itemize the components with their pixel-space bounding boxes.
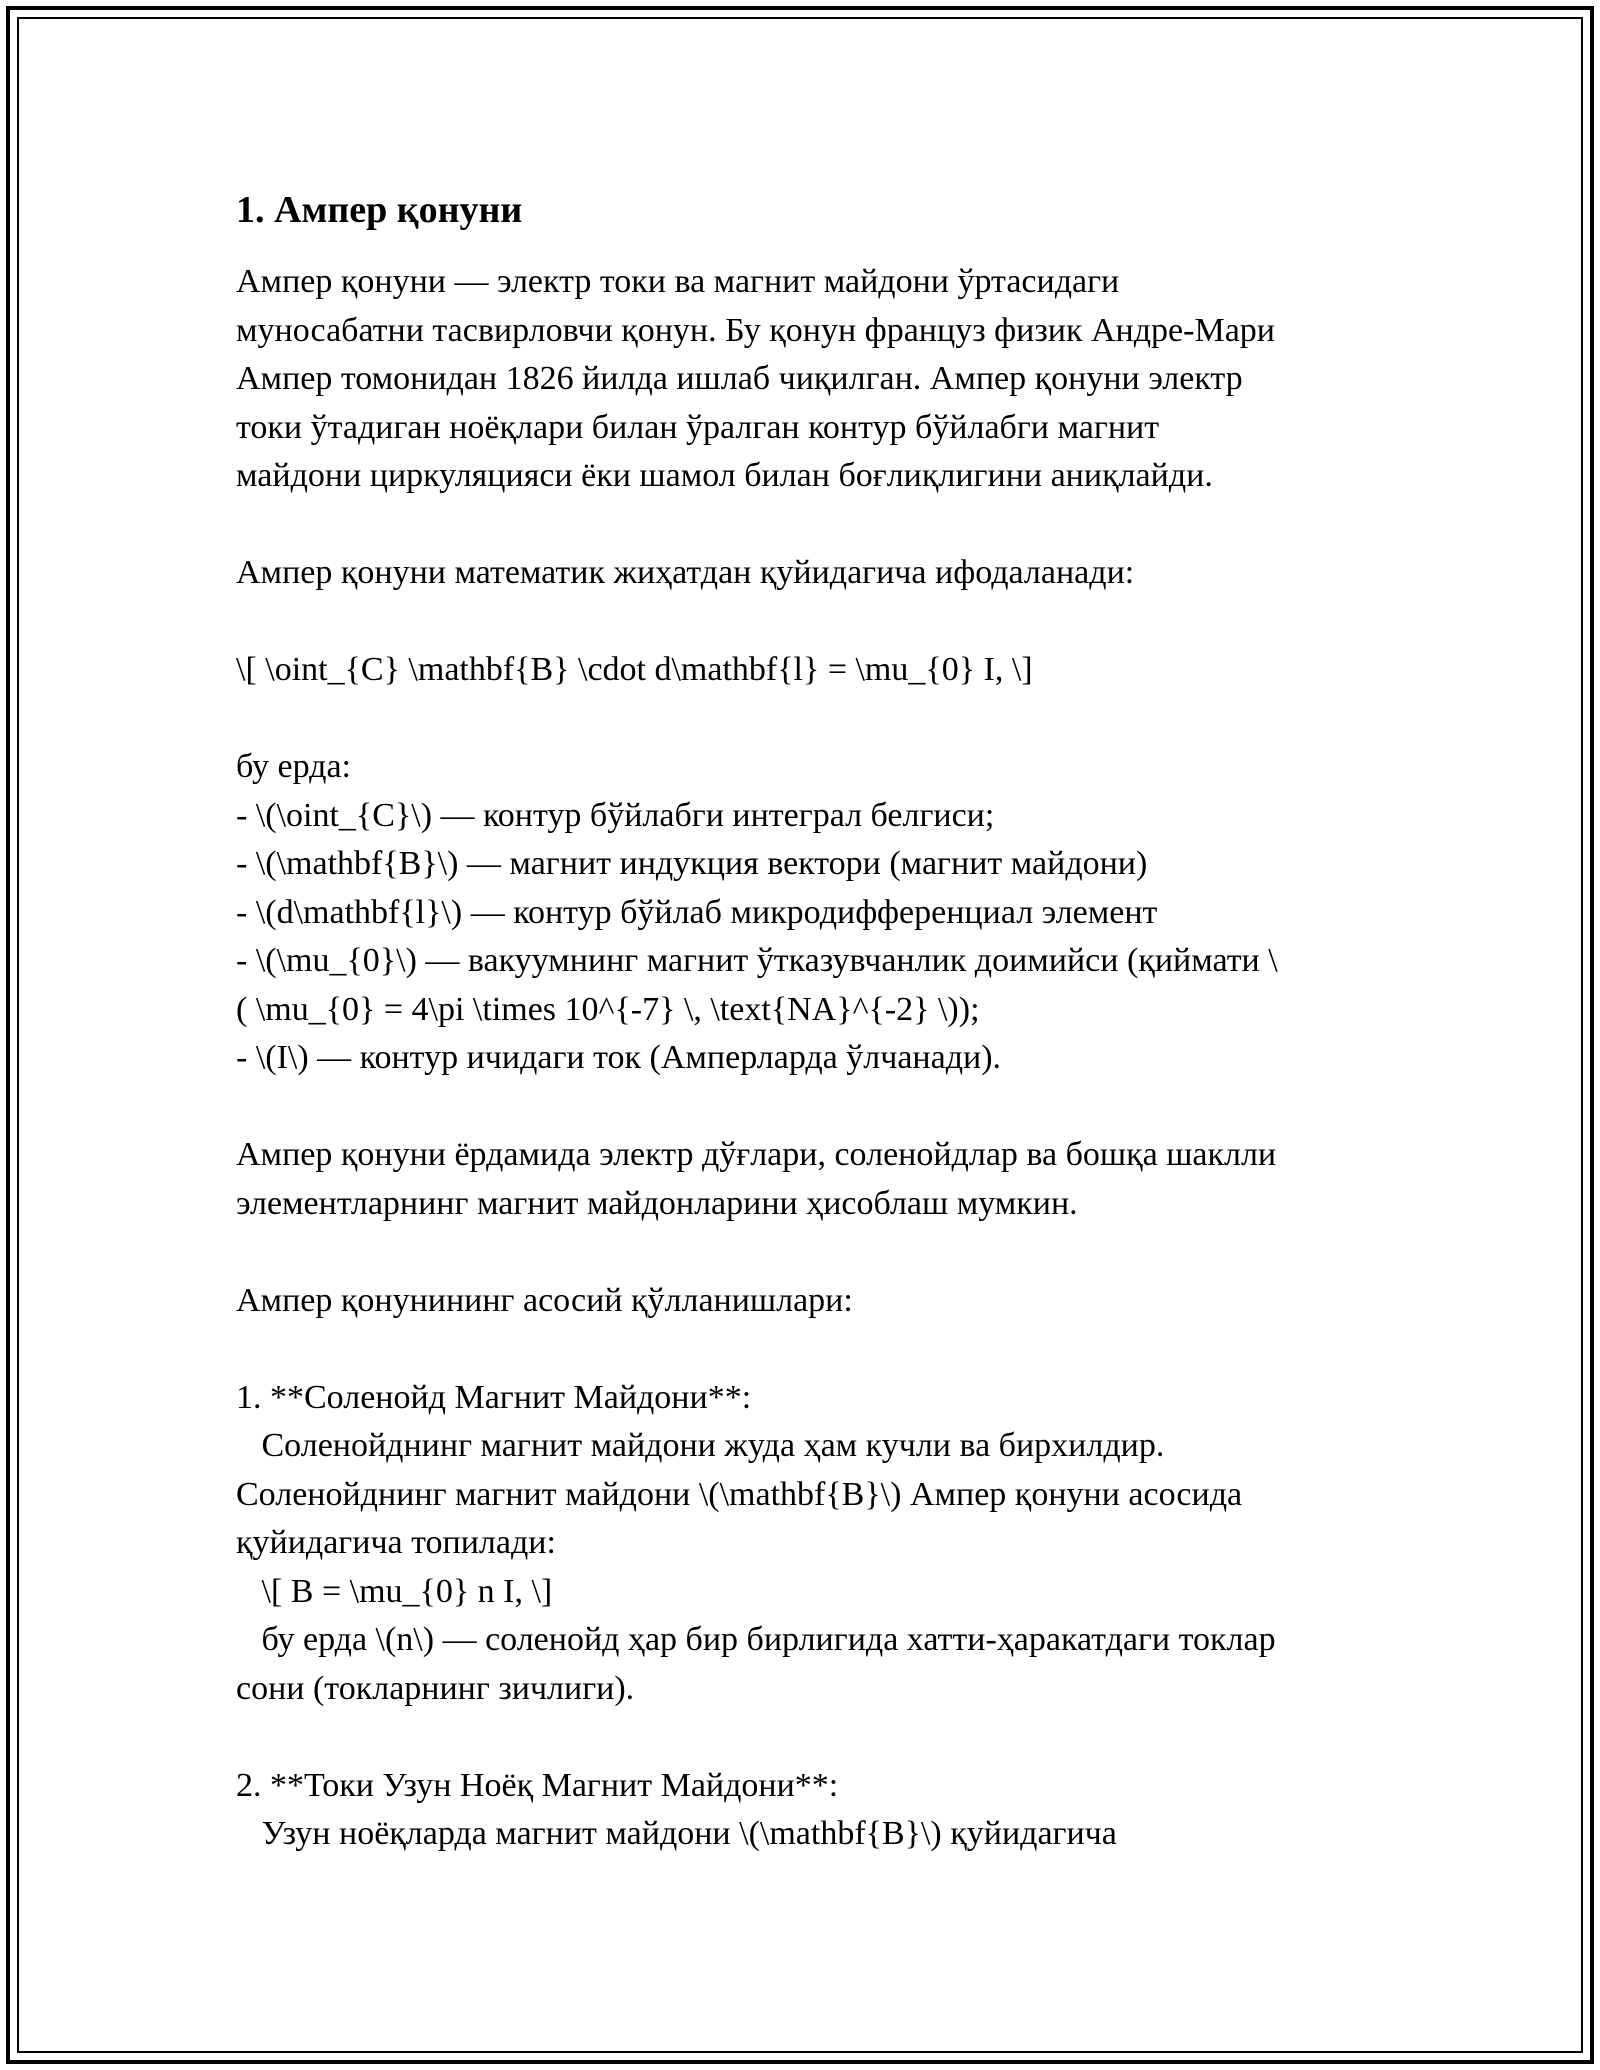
text-line: Узун ноёқларда магнит майдони \(\mathbf{B}\) қуйидагича [236,1815,1117,1852]
spacer [236,1325,1386,1374]
definition-item: - \(\oint_{C}\) — контур бўйлабги интеграл белгиси; [236,796,995,834]
text-line: қуйидагича топилади: [236,1524,556,1561]
text-line: \[ B = \mu_{0} n I, \] [236,1572,553,1610]
text-line: 1. **Соленойд Магнит Майдони**: [236,1378,752,1416]
spacer [236,598,1386,647]
definitions-list [236,792,1386,1083]
text-line: Ампер қонуни — электр токи ва магнит майдони ўртасидаги [236,263,1120,300]
text-line: Ампер томонидан 1826 йилда ишлаб чиқилган. Ампер қонуни электр [236,360,1243,397]
text-line: 2. **Токи Узун Ноёқ Магнит Майдони**: [236,1766,839,1804]
spacer [236,1083,1386,1132]
applications-title: Ампер қонунининг асосий қўлланишлари: [236,1281,853,1319]
document-body [236,186,1386,1859]
text-line: Соленойднинг магнит майдони жуда ҳам кучли ва бирхилдир. [236,1427,1165,1464]
intro-paragraph [236,258,1386,501]
text-line: муносабатни тасвирловчи қонун. Бу қонун француз физик Андре-Мари [236,311,1275,349]
spacer [236,695,1386,744]
usage-paragraph [236,1131,1386,1228]
application-item-2 [236,1762,1386,1859]
spacer [236,1713,1386,1762]
formula-text: \[ \oint_{C} \mathbf{B} \cdot d\mathbf{l} = \mu_{0} I, \] [236,651,1033,688]
text-line: сони (токларнинг зичлиги). [236,1669,635,1707]
math-intro-text: Ампер қонуни математик жиҳатдан қуйидагича ифодаланади: [236,554,1135,591]
section-heading: 1. Ампер қонуни [236,189,523,231]
definition-item: - \(\mathbf{B}\) — магнит индукция вектори (магнит майдони) [236,845,1148,882]
spacer [236,501,1386,550]
text-line: Ампер қонуни ёрдамида электр дўғлари, соленойдлар ва бошқа шаклли [236,1136,1277,1173]
definition-item: ( \mu_{0} = 4\pi \times 10^{-7} \, \text{NA}^{-2} \)); [236,990,980,1028]
spacer [236,1228,1386,1277]
definition-item: - \(\mu_{0}\) — вакуумнинг магнит ўтказувчанлик доимийси (қиймати \ [236,942,1278,979]
text-line: токи ўтадиган ноёқлари билан ўралган контур бўйлабги магнит [236,408,1160,446]
text-line: майдони циркуляцияси ёки шамол билан боғлиқлигини аниқлайди. [236,457,1213,494]
text-line: элементларнинг магнит майдонларини ҳисоблаш мумкин. [236,1184,1078,1222]
application-item-1 [236,1374,1386,1714]
where-label: бу ерда: [236,748,351,785]
definition-item: - \(d\mathbf{l}\) — контур бўйлаб микродифференциал элемент [236,893,1158,931]
text-line: Соленойднинг магнит майдони \(\mathbf{B}\) Ампер қонуни асосида [236,1475,1243,1513]
text-line: бу ерда \(n\) — соленойд ҳар бир бирлигида хатти-ҳаракатдаги токлар [236,1621,1276,1658]
definition-item: - \(I\) — контур ичидаги ток (Амперларда ўлчанади). [236,1039,1002,1076]
